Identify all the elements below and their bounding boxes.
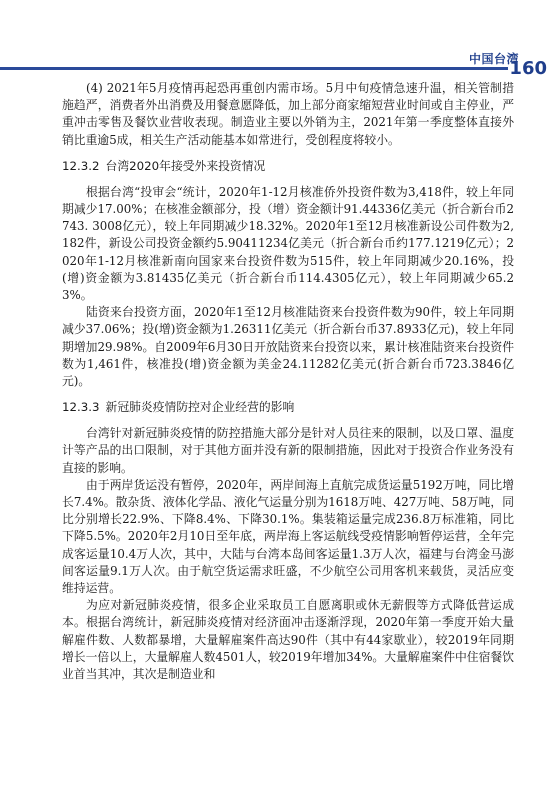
heading-text: 新冠肺炎疫情防控对企业经营的影响 — [105, 400, 295, 415]
section-heading-12-3-2 — [62, 158, 514, 175]
section-title: 中国台湾 — [468, 52, 519, 66]
paragraph-6: 为应对新冠肺炎疫情，很多企业采取员工自愿离职或休无薪假等方式降低营运成本。根据台湾统计，新冠肺炎疫情对经济面冲击逐渐浮现，2020年第一季度开始大量解雇件数、人数都暴增，大量解雇案件高达90件（其中有44家歇业），较2019年同期增长一倍以上，大量解雇人数4501人，较2019年增加34%。大量解雇案件中住宿餐饮业首当其冲，其次是制造业和 — [62, 598, 514, 682]
heading-number: 12.3.3 — [62, 400, 100, 415]
paragraph-3: 陆资来台投资方面，2020年1至12月核准陆资来台投资件数为90件，较上年同期减少37.06%；投(增)资金额为1.26311亿美元（折合新台币37.8933亿元)，较上年同期增加29.98%。自2009年6月30日开放陆资来台投资以来，累计核准陆资来台投资件数为1,461件，核准投(增)资金额为美金24.11282亿美元(折合新台币723.3846亿元)。 — [62, 305, 514, 389]
page-number: 160 — [509, 58, 547, 79]
heading-text: 台湾2020年接受外来投资情况 — [105, 158, 266, 173]
heading-number: 12.3.2 — [62, 158, 100, 173]
paragraph-2: 根据台湾“投审会“统计，2020年1-12月核准侨外投资件数为3,418件，较上年同期减少17.00%；在核准金额部分，投（增）资金额计91.44336亿美元（折合新台币2743. 3008亿元），较上年同期减少18.32%。2020年1至12月核准新设公司件数为2,182件，新设公司投资金额约5.90411234亿美元（折合新台币约177.1219亿元）；2020年1-12月核准新南向国家来台投资件数为515件，较上年同期减少20.16%，投(增)资金额为3.81435亿美元（折合新台币114.4305亿元），较上年同期减少65.23%。 — [62, 184, 514, 303]
section-heading-12-3-3 — [62, 399, 514, 416]
page-body — [62, 80, 514, 683]
paragraph-4: 台湾针对新冠肺炎疫情的防控措施大部分是针对人员往来的限制，以及口罩、温度计等产品的出口限制，对于其他方面并没有新的限制措施，因此对于投资合作业务没有直接的影响。 — [62, 426, 514, 475]
paragraph-1: (4) 2021年5月疫情再起恐再重创内需市场。5月中旬疫情急速升温，相关管制措施趋严，消费者外出消费及用餐意愿降低，加上部分商家缩短营业时间或自主停业，严重冲击零售及餐饮业营收表现。制造业主要以外销为主，2021年第一季度整体直接外销比重逾5成，相关生产活动能基本如常进行，受创程度将较小。 — [62, 81, 514, 147]
header-rule — [0, 67, 508, 70]
paragraph-5: 由于两岸货运没有暂停，2020年，两岸间海上直航完成货运量5192万吨，同比增长7.4%。散杂货、液体化学品、液化气运量分别为1618万吨、427万吨、58万吨，同比分别增长22.9%、下降8.4%、下降30.1%。集装箱运量完成236.8万标准箱，同比下降5.5%。2020年2月10日至年底，两岸海上客运航线受疫情影响暂停运营，全年完成客运量10.4万人次，其中，大陆与台湾本岛间客运量1.3万人次，福建与台湾金马澎间客运量9.1万人次。由于航空货运需求旺盛，不少航空公司用客机来载货，灵活应变维持运营。 — [62, 477, 514, 596]
